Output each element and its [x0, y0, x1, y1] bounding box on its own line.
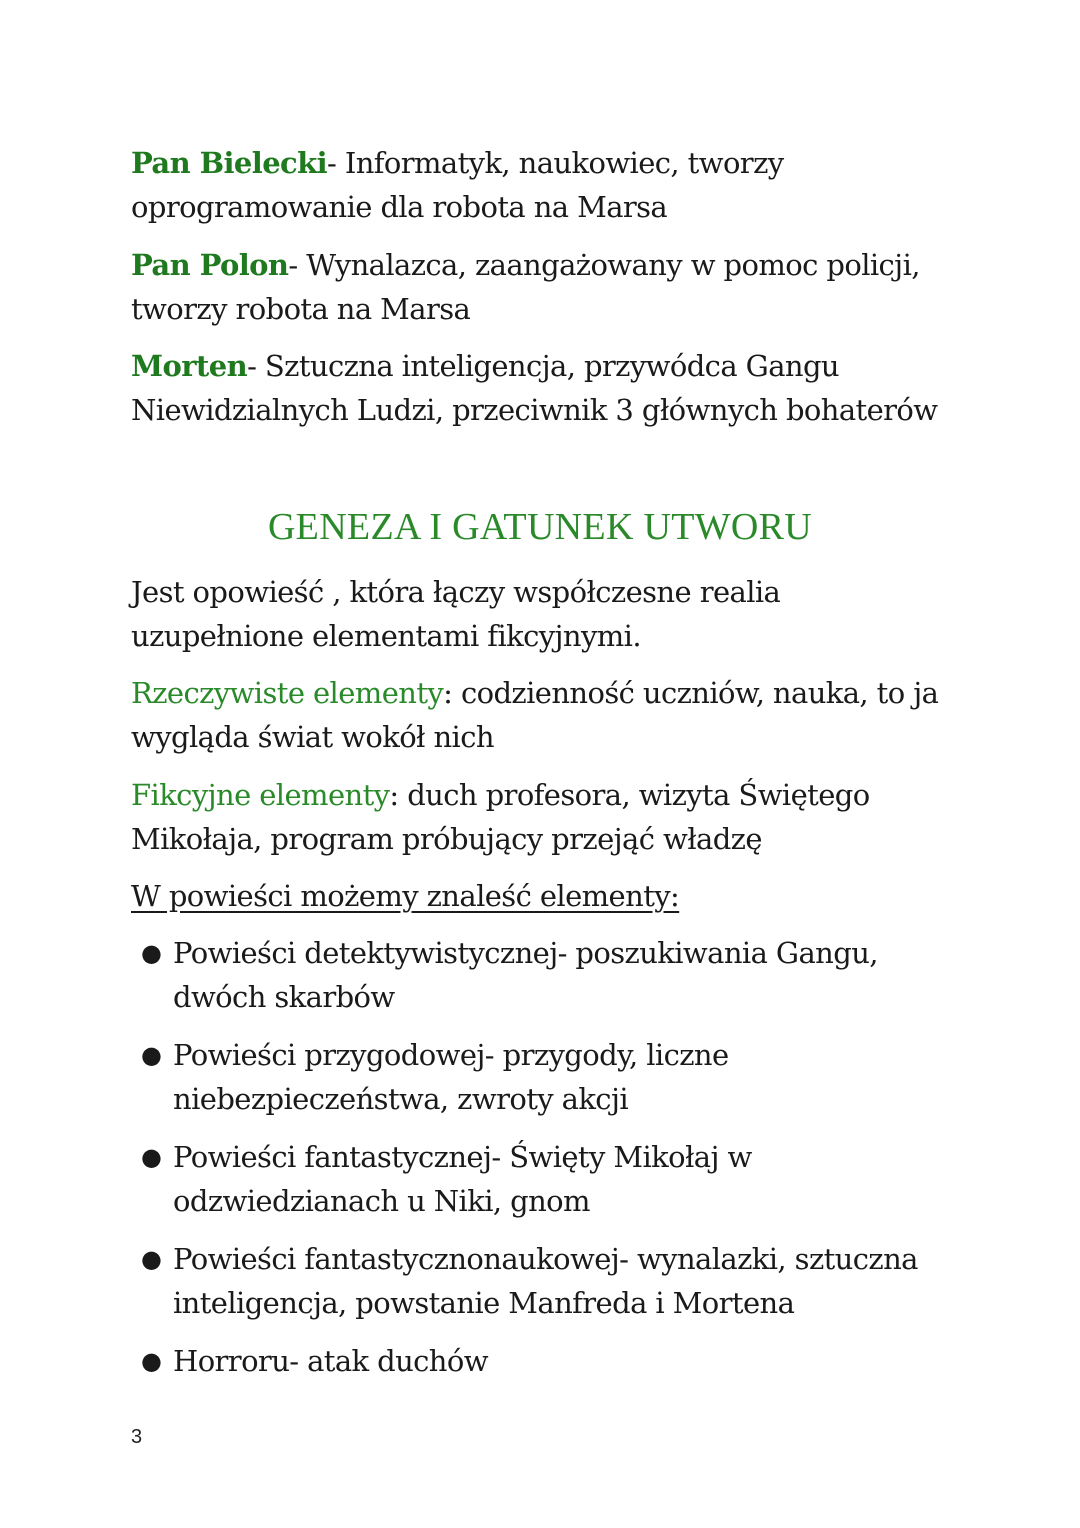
character-name: Morten	[131, 349, 248, 383]
character-entry	[131, 344, 961, 432]
bullet-icon: ●	[141, 1245, 162, 1273]
intro-paragraph: Jest opowieść , która łączy współczesne realia uzupełnione elementami fikcyjnymi.	[131, 575, 781, 653]
list-item: ● Powieści fantastycznonaukowej- wynalazki, sztuczna inteligencja, powstanie Manfreda i Mortena	[131, 1237, 961, 1325]
list-item: ● Powieści przygodowej- przygody, liczne niebezpieczeństwa, zwroty akcji	[131, 1033, 961, 1121]
bullet-icon: ●	[141, 1143, 162, 1171]
fiction-elements-paragraph	[131, 773, 961, 861]
list-intro: W powieści możemy znaleść elementy:	[131, 879, 680, 913]
list-item: ● Powieści fantastycznej- Święty Mikołaj w odzwiedzianach u Niki, gnom	[131, 1135, 961, 1223]
character-description: - Informatyk, naukowiec, tworzy oprogramowanie dla robota na Marsa	[131, 146, 784, 224]
character-name: Pan Bielecki	[131, 146, 328, 180]
real-elements-label: Rzeczywiste elementy	[131, 676, 444, 710]
fiction-elements-text: : duch profesora, wizyta Świętego Mikołaja, program próbujący przejąć władzę	[131, 778, 870, 856]
bullet-icon: ●	[141, 939, 162, 967]
character-description: - Wynalazca, zaangażowany w pomoc policji, tworzy robota na Marsa	[131, 248, 920, 326]
character-name: Pan Polon	[131, 248, 289, 282]
character-entry	[131, 243, 961, 331]
page-number: 3	[131, 1426, 143, 1448]
bullet-icon: ●	[141, 1347, 162, 1375]
bullet-icon: ●	[141, 1041, 162, 1069]
list-item: ● Powieści detektywistycznej- poszukiwania Gangu, dwóch skarbów	[131, 931, 961, 1019]
section-heading: GENEZA I GATUNEK UTWORU	[267, 506, 813, 548]
genre-list	[131, 931, 961, 1397]
list-item: ● Horroru- atak duchów	[131, 1339, 961, 1383]
character-entry	[131, 141, 961, 229]
character-description: - Sztuczna inteligencja, przywódca Gangu Niewidzialnych Ludzi, przeciwnik 3 głównych bohaterów	[131, 349, 938, 427]
fiction-elements-label: Fikcyjne elementy	[131, 778, 390, 812]
real-elements-text: : codzienność uczniów, nauka, to ja wygląda świat wokół nich	[131, 676, 939, 754]
real-elements-paragraph	[131, 671, 961, 759]
